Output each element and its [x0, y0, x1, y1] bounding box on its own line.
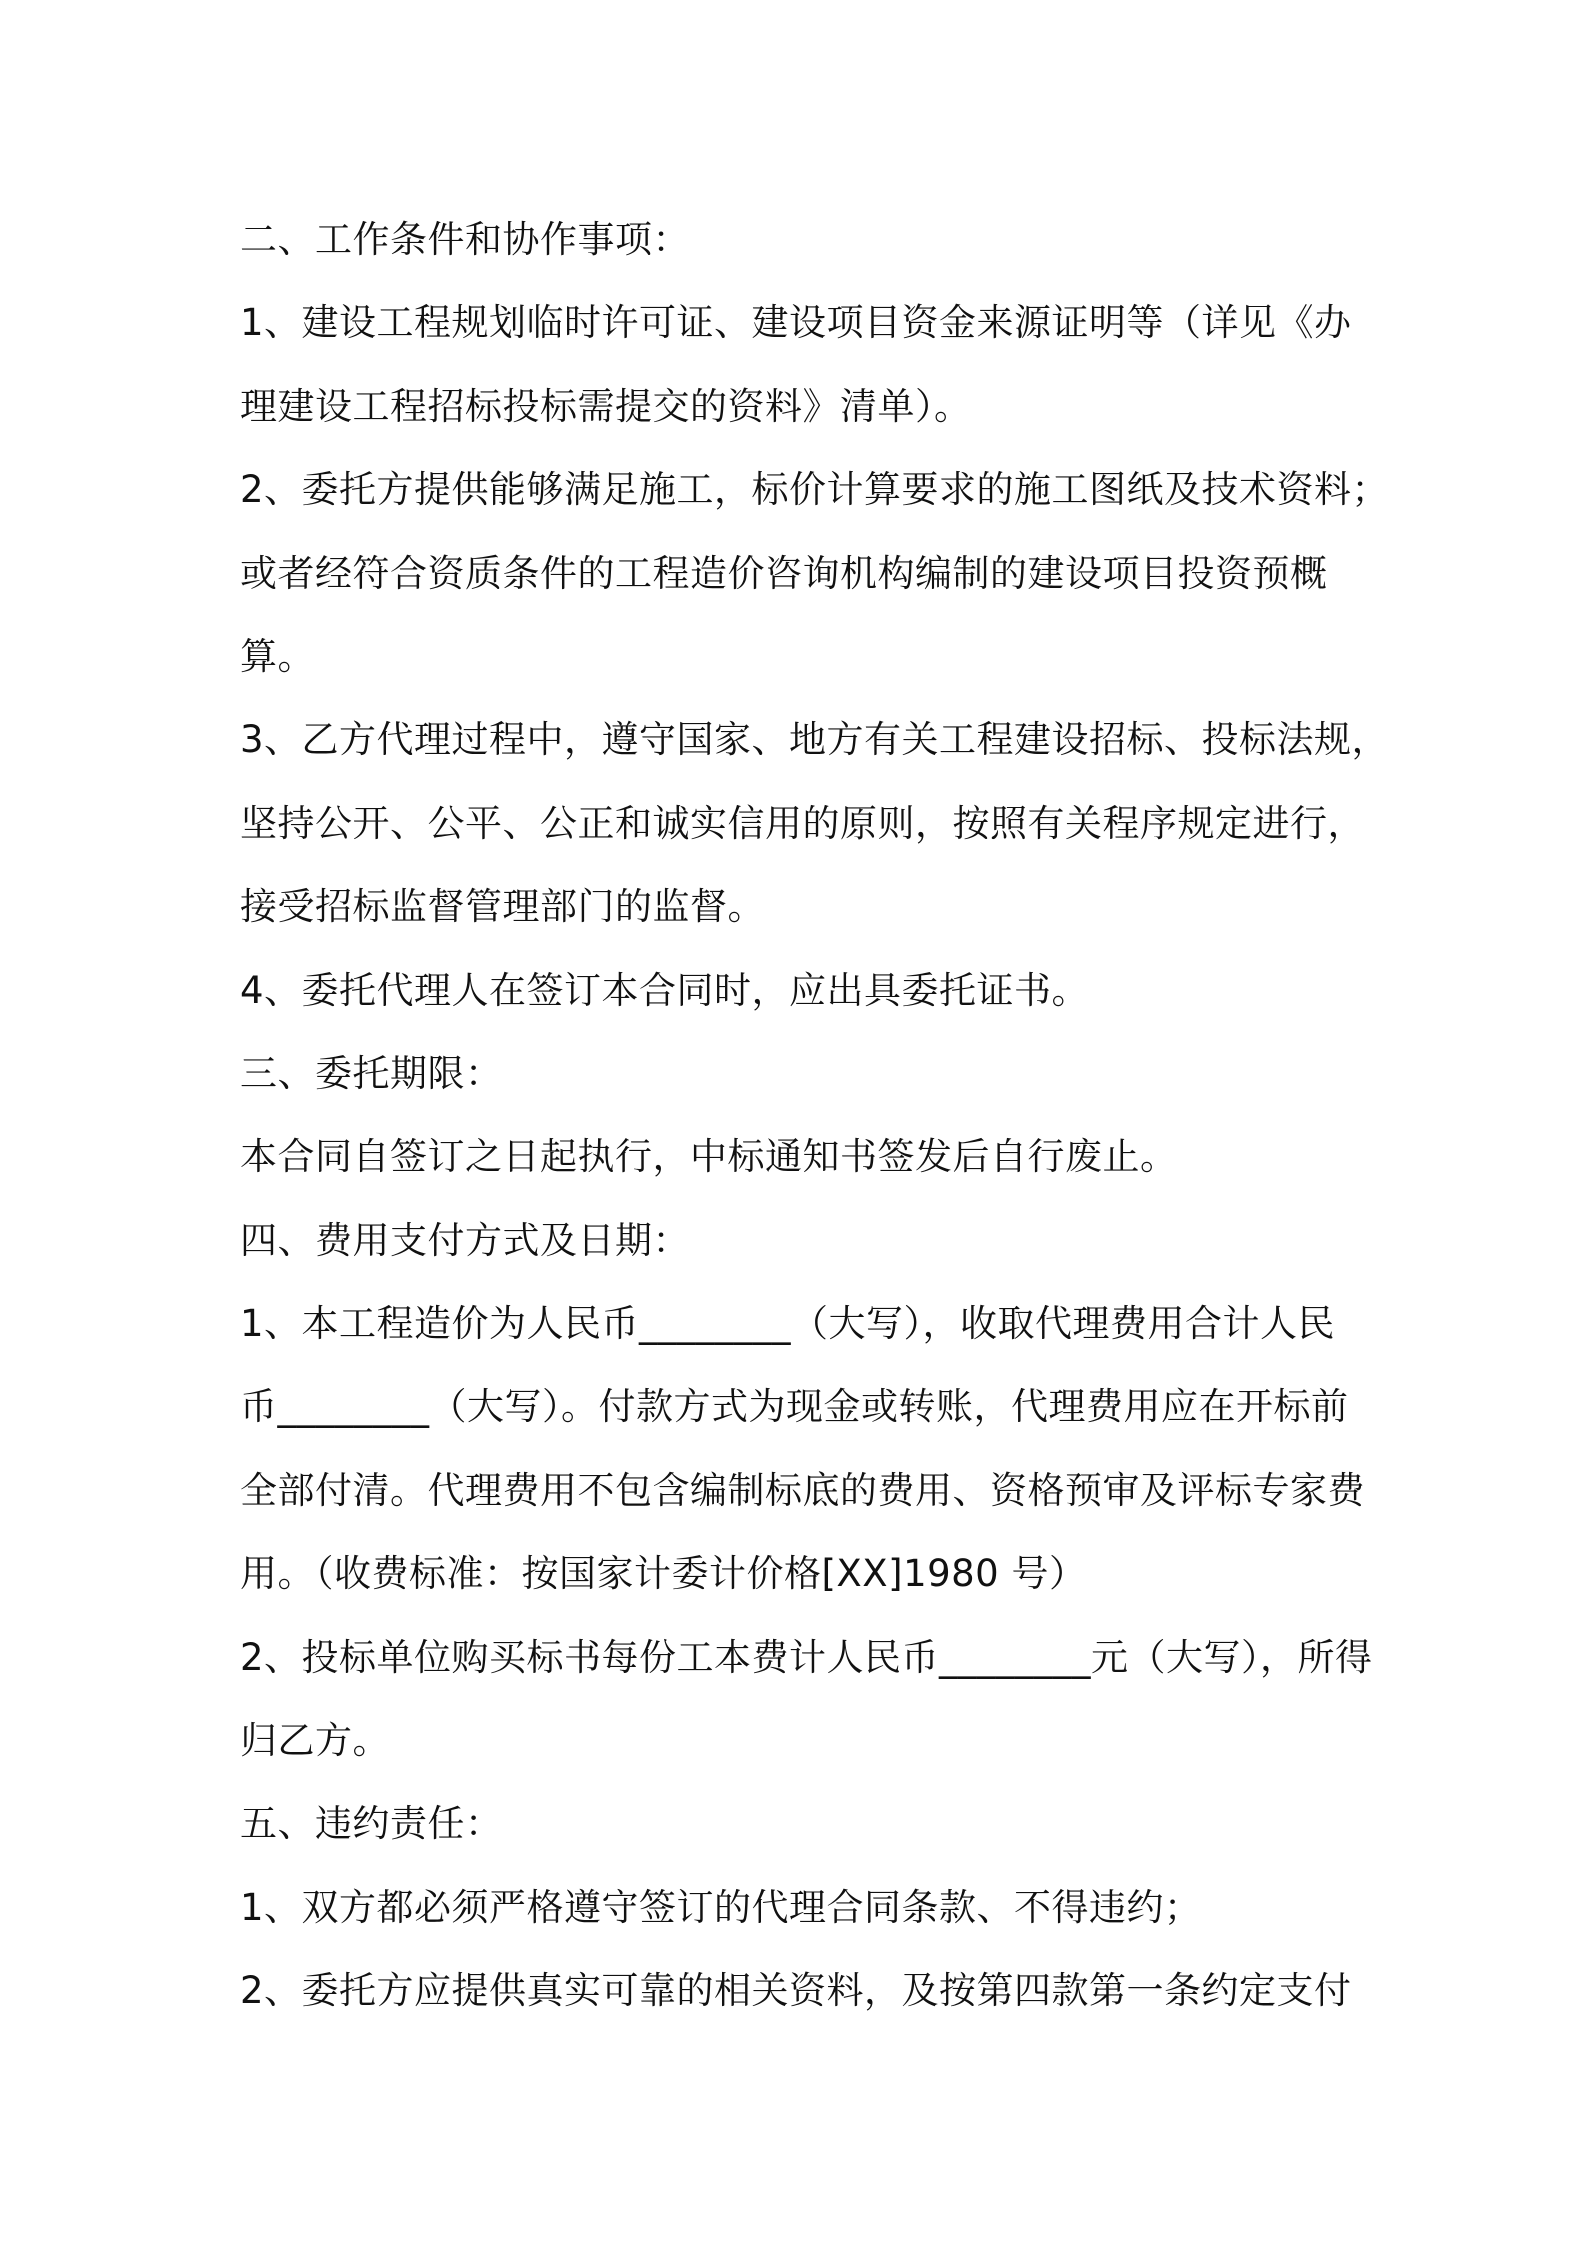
text-line: 1、本工程造价为人民币________（大写），收取代理费用合计人民: [240, 1302, 1336, 1346]
text-line: 1、建设工程规划临时许可证、建设项目资金来源证明等（详见《办: [240, 301, 1352, 345]
text-line: 理建设工程招标投标需提交的资料》清单）。: [240, 384, 972, 428]
text-line: 4、委托代理人在签订本合同时，应出具委托证书。: [240, 968, 1090, 1012]
section-heading-payment: 四、费用支付方式及日期：: [240, 1218, 690, 1262]
section-heading-liability: 五、违约责任：: [240, 1802, 503, 1846]
text-line: 归乙方。: [240, 1719, 390, 1763]
document-body: [240, 198, 1390, 2033]
section-heading-term: 三、委托期限：: [240, 1051, 503, 1095]
text-line: 接受招标监督管理部门的监督。: [240, 885, 765, 929]
text-line: 1、双方都必须严格遵守签订的代理合同条款、不得违约；: [240, 1885, 1202, 1929]
text-line: 2、委托方提供能够满足施工，标价计算要求的施工图纸及技术资料；: [240, 468, 1390, 512]
text-line: 或者经符合资质条件的工程造价咨询机构编制的建设项目投资预概: [240, 551, 1328, 595]
text-line: 本合同自签订之日起执行，中标通知书签发后自行废止。: [240, 1135, 1178, 1179]
text-line: 全部付清。代理费用不包含编制标底的费用、资格预审及评标专家费: [240, 1468, 1365, 1512]
text-line: 算。: [240, 634, 315, 678]
text-line: 2、投标单位购买标书每份工本费计人民币________元（大写），所得: [240, 1635, 1373, 1679]
text-line: 用。（收费标准：按国家计委计价格[XX]1980 号）: [240, 1552, 1087, 1596]
text-line: 2、委托方应提供真实可靠的相关资料，及按第四款第一条约定支付: [240, 1969, 1352, 2013]
section-heading-work-conditions: 二、工作条件和协作事项：: [240, 218, 690, 261]
text-line: 坚持公开、公平、公正和诚实信用的原则，按照有关程序规定进行，: [240, 801, 1365, 845]
text-line: 币________（大写）。付款方式为现金或转账，代理费用应在开标前: [240, 1385, 1349, 1429]
text-line: 3、乙方代理过程中，遵守国家、地方有关工程建设招标、投标法规，: [240, 718, 1390, 762]
